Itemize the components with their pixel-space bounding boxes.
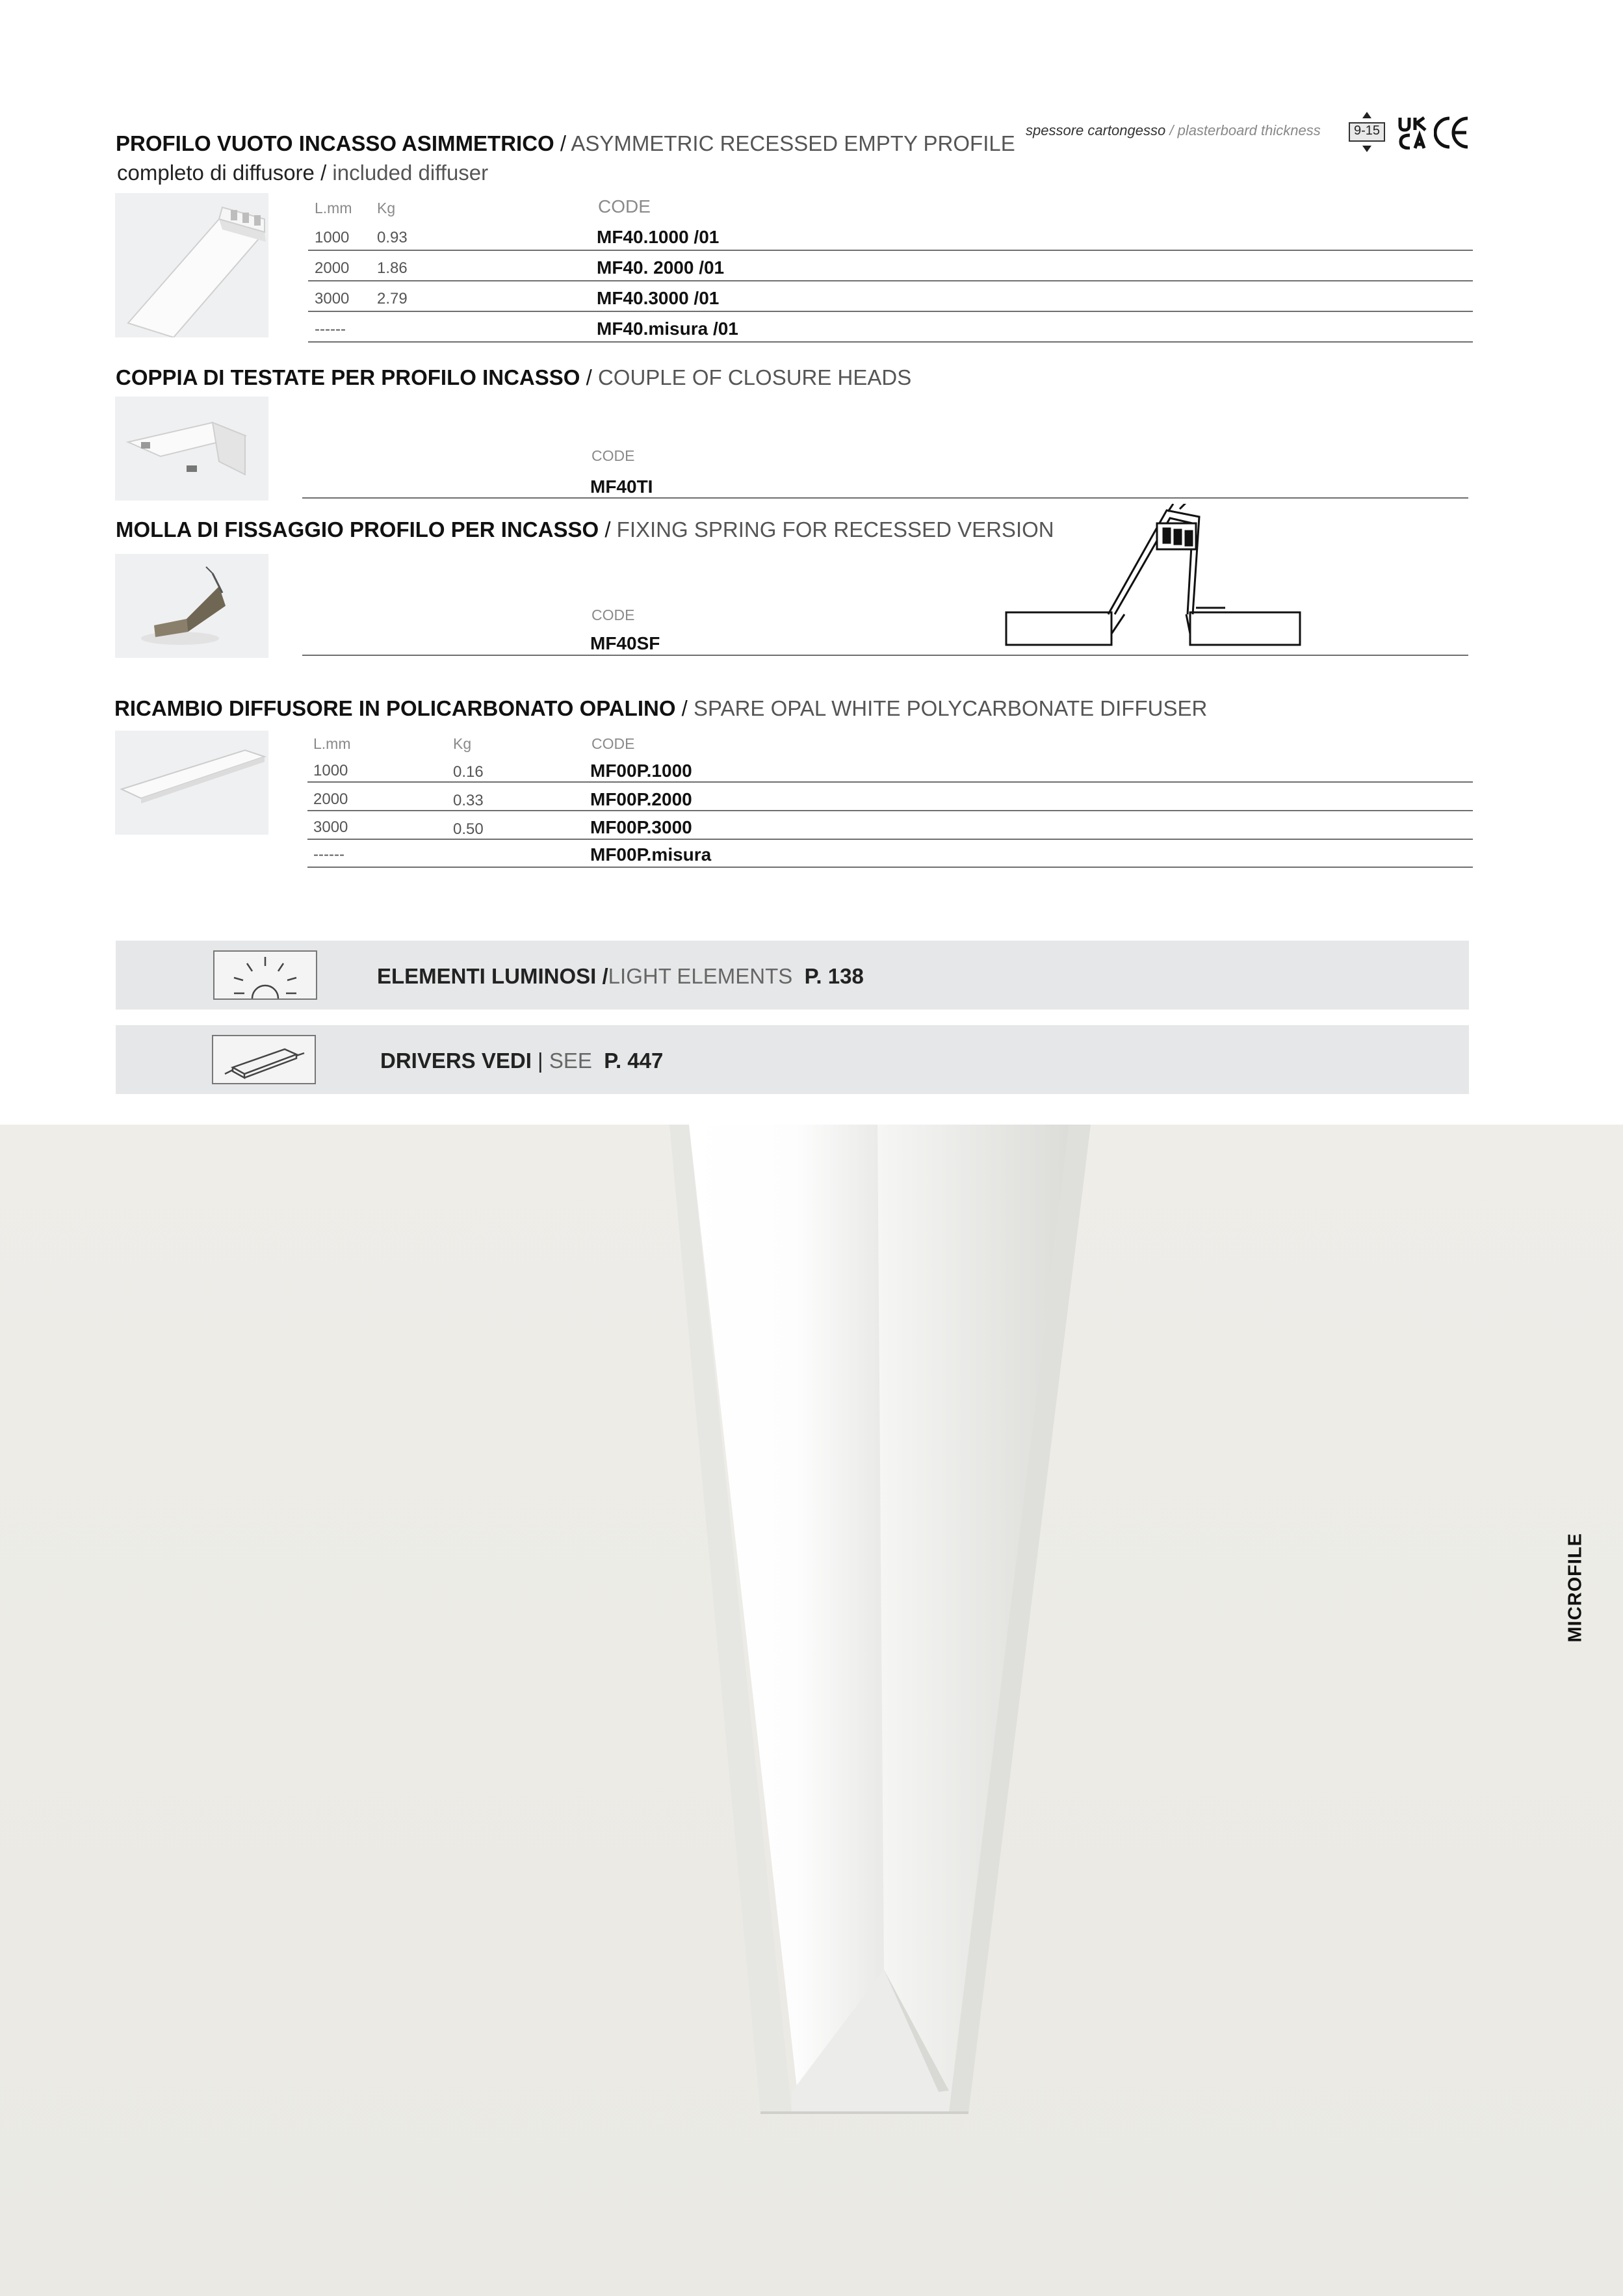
heads-title-sep: /: [580, 365, 598, 389]
profile-title-en: ASYMMETRIC RECESSED EMPTY PROFILE: [571, 131, 1015, 155]
thickness-value: 9-15: [1353, 124, 1381, 138]
diffuser-header-code: CODE: [591, 735, 635, 752]
diffuser-title-it: RICAMBIO DIFFUSORE IN POLICARBONATO OPALINO: [114, 696, 676, 720]
heads-product-image: [115, 397, 268, 501]
row-length: 3000: [315, 290, 350, 307]
thickness-label-en: plasterboard thickness: [1177, 122, 1321, 138]
row-length: 2000: [313, 790, 348, 808]
row-code: MF00P.2000: [590, 789, 692, 809]
row-length: 2000: [315, 259, 350, 277]
row-code: MF00P.misura: [590, 844, 712, 865]
light-elements-en: LIGHT ELEMENTS: [608, 964, 793, 988]
diffuser-product-image: [115, 731, 268, 835]
light-elements-label: [377, 964, 864, 989]
profile-header-length: L.mm: [315, 200, 352, 216]
diffuser-header-length: L.mm: [313, 735, 351, 752]
spring-title-en: FIXING SPRING FOR RECESSED VERSION: [616, 517, 1054, 541]
thickness-sep: /: [1165, 122, 1178, 138]
row-divider: [308, 250, 1473, 251]
spring-installation-diagram: [1004, 504, 1303, 650]
spring-divider: [302, 655, 1468, 656]
heads-title: [116, 365, 911, 390]
heads-divider: [302, 497, 1468, 499]
row-divider: [307, 810, 1473, 811]
row-divider: [307, 781, 1473, 783]
row-code: MF00P.3000: [590, 817, 692, 837]
light-elements-it: ELEMENTI LUMINOSI /: [377, 964, 608, 988]
diffuser-title-sep: /: [675, 696, 694, 720]
profile-title-sep: /: [554, 131, 571, 155]
profile-header-code: CODE: [598, 196, 651, 216]
light-elements-page: P. 138: [804, 964, 864, 988]
profile-subtitle-en: included diffuser: [332, 161, 489, 185]
row-weight: 0.93: [377, 229, 408, 246]
spring-title: [116, 517, 1054, 542]
installation-photo: MICROFILE: [0, 1125, 1623, 2296]
heads-code: MF40TI: [590, 476, 653, 497]
row-code: MF40.1000 /01: [597, 227, 720, 247]
row-weight: 0.16: [453, 763, 484, 781]
profile-header-weight: Kg: [377, 200, 396, 216]
driver-icon: [212, 1035, 316, 1084]
row-length: ------: [313, 846, 344, 863]
profile-title-it: PROFILO VUOTO INCASSO ASIMMETRICO: [116, 131, 554, 155]
drivers-en: SEE: [549, 1049, 592, 1073]
heads-title-it: COPPIA DI TESTATE PER PROFILO INCASSO: [116, 365, 580, 389]
diffuser-header-weight: Kg: [453, 735, 472, 752]
diffuser-title-en: SPARE OPAL WHITE POLYCARBONATE DIFFUSER: [694, 696, 1208, 720]
row-divider: [307, 839, 1473, 840]
drivers-it: DRIVERS VEDI: [380, 1049, 532, 1073]
heads-code-header: CODE: [591, 447, 635, 464]
row-code: MF00P.1000: [590, 761, 692, 781]
thickness-badge: [1348, 112, 1386, 152]
row-code: MF40. 2000 /01: [597, 257, 725, 278]
drivers-label: [380, 1049, 663, 1073]
profile-subtitle-sep: /: [314, 161, 333, 185]
plasterboard-thickness-label: [1026, 122, 1321, 139]
row-divider: [308, 311, 1473, 312]
spring-code-header: CODE: [591, 607, 635, 623]
row-length: 1000: [313, 762, 348, 779]
row-code: MF40.misura /01: [597, 319, 738, 339]
profile-title: [116, 131, 1015, 156]
profile-subtitle: [117, 161, 488, 185]
light-elements-link[interactable]: [116, 941, 1469, 1010]
diffuser-title: [114, 696, 1207, 721]
profile-subtitle-it: completo di diffusore: [117, 161, 315, 185]
row-divider: [308, 341, 1473, 343]
row-length: 3000: [313, 818, 348, 836]
drivers-page: P. 447: [604, 1049, 664, 1073]
spring-product-image: [115, 554, 268, 658]
ce-mark-icon: [1434, 116, 1470, 150]
light-bulb-icon: [213, 950, 317, 1000]
spring-code: MF40SF: [590, 633, 660, 653]
profile-product-image: [115, 193, 268, 337]
row-weight: 0.50: [453, 820, 484, 838]
heads-title-en: COUPLE OF CLOSURE HEADS: [597, 365, 912, 389]
row-divider: [308, 280, 1473, 281]
spring-title-sep: /: [599, 517, 617, 541]
thickness-label-it: spessore cartongesso: [1026, 122, 1166, 138]
row-length: 1000: [315, 229, 350, 246]
drivers-link[interactable]: [116, 1025, 1469, 1094]
ukca-mark-icon: [1397, 116, 1429, 150]
spring-title-it: MOLLA DI FISSAGGIO PROFILO PER INCASSO: [116, 517, 599, 541]
row-weight: 1.86: [377, 259, 408, 277]
row-weight: 2.79: [377, 290, 408, 307]
row-weight: 0.33: [453, 792, 484, 809]
row-length: ------: [315, 320, 346, 338]
drivers-sep: |: [531, 1049, 549, 1073]
row-code: MF40.3000 /01: [597, 288, 720, 308]
row-divider: [307, 867, 1473, 868]
